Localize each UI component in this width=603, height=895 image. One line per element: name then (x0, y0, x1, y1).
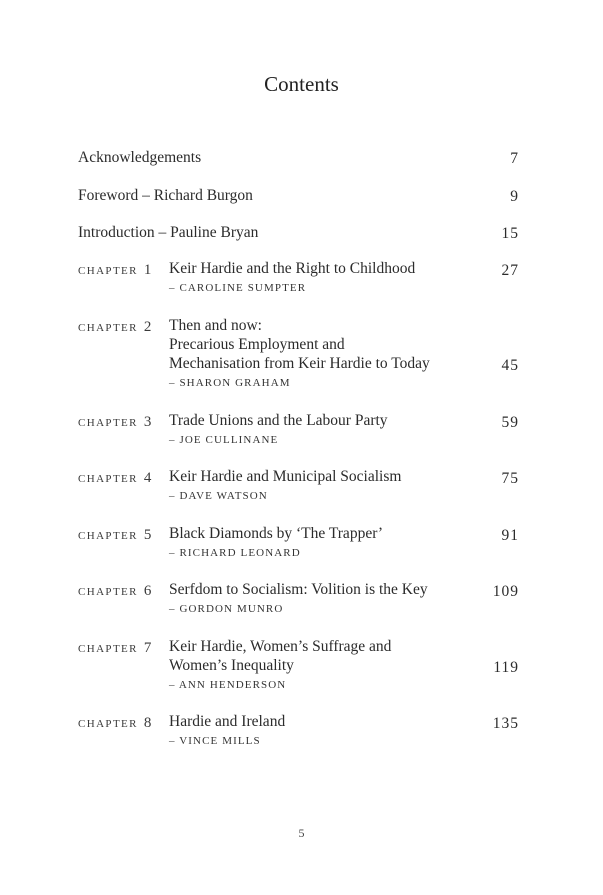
chapter-author: – SHARON GRAHAM (169, 377, 291, 389)
chapter-author: – VINCE MILLS (169, 735, 261, 747)
chapter-title-line: Mechanisation from Keir Hardie to Today (169, 355, 430, 372)
entry-page-number: 45 (501, 357, 519, 374)
chapter-author: – DAVE WATSON (169, 490, 268, 502)
chapter-title: Trade Unions and the Labour Party (169, 412, 388, 429)
toc-entry-acknowledgements[interactable] (78, 147, 519, 167)
entry-page-number: 75 (501, 470, 519, 487)
entry-page-number: 27 (501, 262, 519, 279)
chapter-author: – JOE CULLINANE (169, 434, 279, 446)
entry-page-number: 7 (510, 150, 519, 167)
chapter-author: – GORDON MUNRO (169, 603, 284, 615)
toc-entry-introduction[interactable] (78, 222, 519, 242)
chapter-label: CHAPTER 2 (78, 319, 152, 335)
chapter-title-line: Precarious Employment and (169, 336, 345, 353)
chapter-title-line: Then and now: (169, 317, 262, 334)
chapter-title: Keir Hardie and the Right to Childhood (169, 260, 416, 277)
chapter-title: Keir Hardie and Municipal Socialism (169, 468, 402, 485)
chapter-title: Black Diamonds by ‘The Trapper’ (169, 525, 384, 542)
entry-title: Introduction – Pauline Bryan (78, 224, 259, 241)
entry-page-number: 135 (492, 715, 519, 732)
chapter-title-line: Keir Hardie, Women’s Suffrage and (169, 638, 392, 655)
entry-title: Foreword – Richard Burgon (78, 187, 253, 204)
chapter-title-line: Women’s Inequality (169, 657, 294, 674)
entry-page-number: 91 (501, 527, 519, 544)
page-number: 5 (298, 826, 305, 840)
chapter-label: CHAPTER 8 (78, 715, 152, 731)
chapter-label: CHAPTER 4 (78, 470, 152, 486)
chapter-title: Hardie and Ireland (169, 713, 286, 730)
chapter-label: CHAPTER 3 (78, 414, 152, 430)
toc-entry-foreword[interactable] (78, 185, 519, 205)
entry-page-number: 9 (510, 188, 519, 205)
entry-page-number: 119 (493, 659, 519, 676)
page-title: Contents (264, 72, 339, 96)
chapter-author: – CAROLINE SUMPTER (169, 282, 307, 294)
chapter-label: CHAPTER 5 (78, 527, 152, 543)
entry-title: Acknowledgements (78, 149, 202, 166)
chapter-author: – RICHARD LEONARD (169, 547, 301, 559)
chapter-label: CHAPTER 7 (78, 640, 152, 656)
entry-page-number: 15 (501, 225, 519, 242)
entry-page-number: 109 (492, 583, 519, 600)
chapter-title: Serfdom to Socialism: Volition is the Key (169, 581, 428, 598)
chapter-author: – ANN HENDERSON (169, 679, 287, 691)
chapter-label: CHAPTER 1 (78, 262, 152, 278)
chapter-label: CHAPTER 6 (78, 583, 152, 599)
entry-page-number: 59 (501, 414, 519, 431)
